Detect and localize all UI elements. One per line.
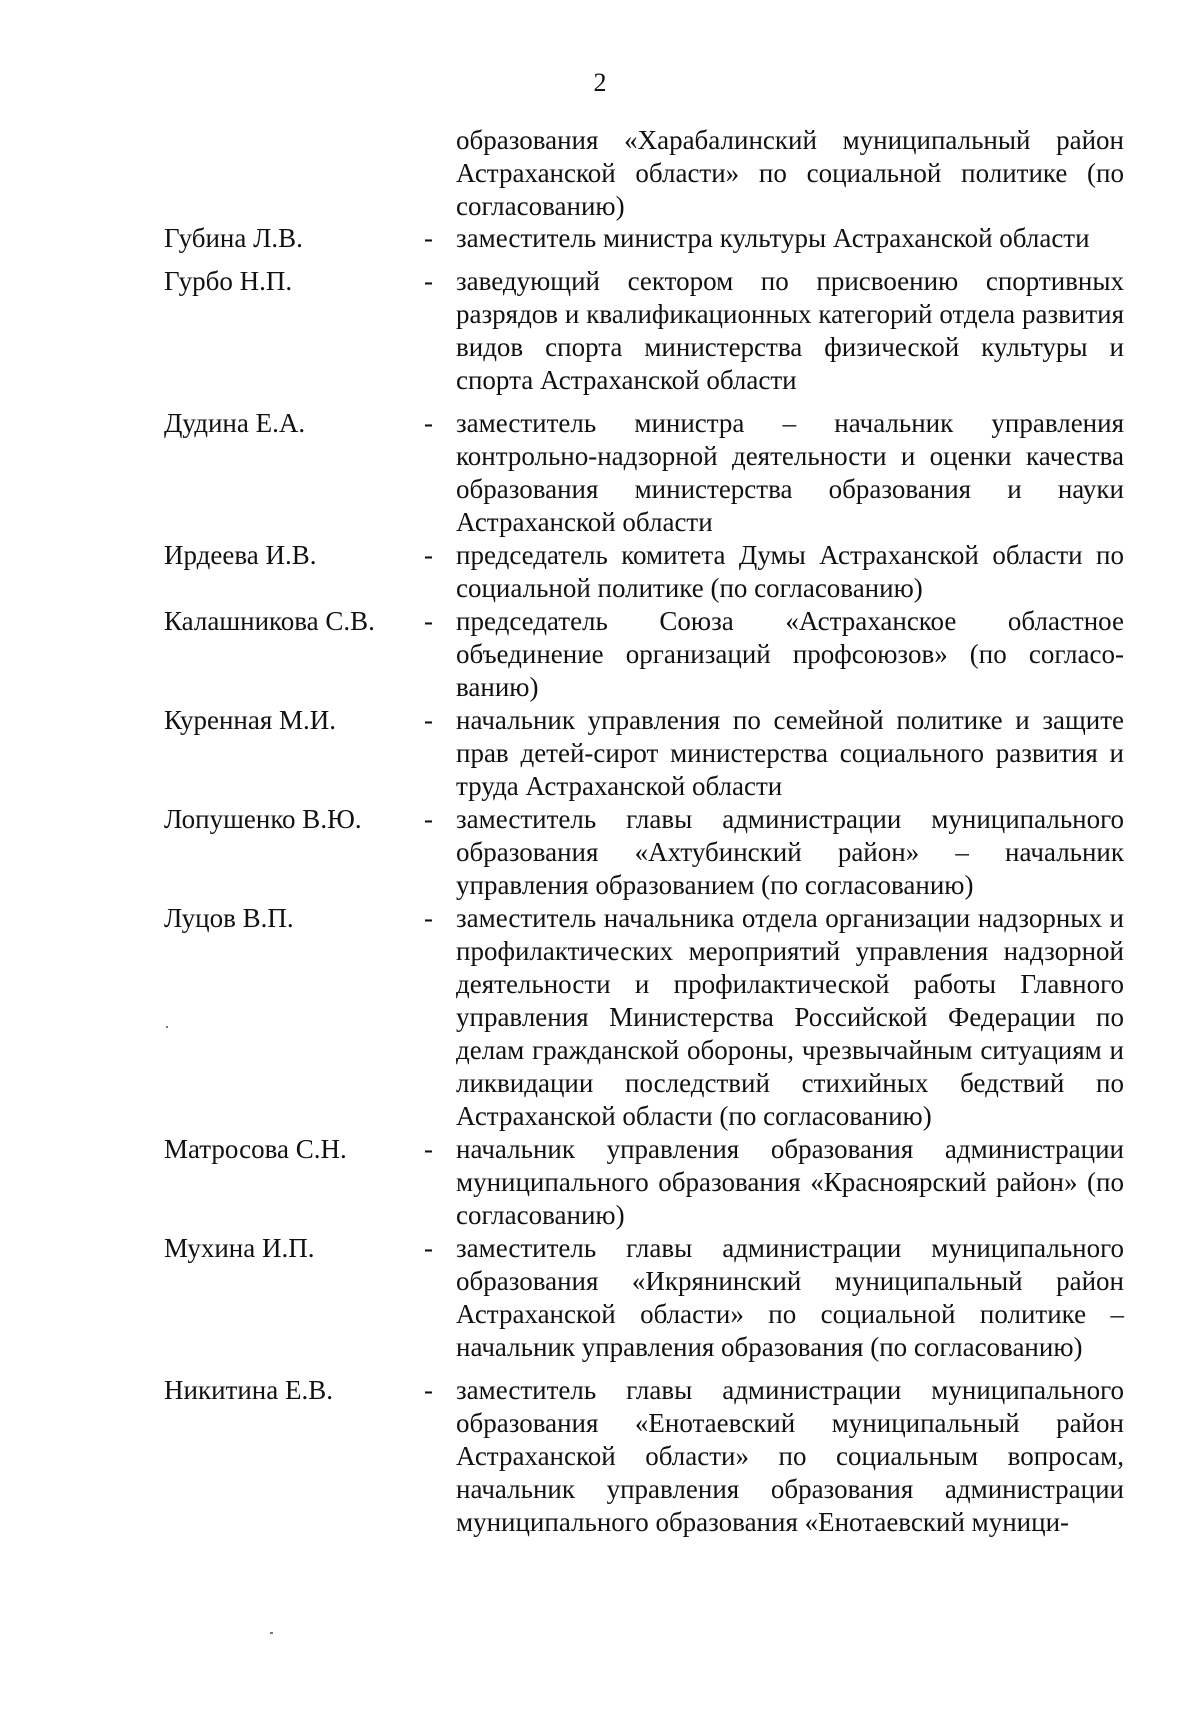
member-name: Гурбо Н.П. (164, 266, 293, 296)
member-name: Ирдеева И.В. (164, 540, 317, 570)
member-dash: - (424, 1134, 433, 1164)
member-entry (164, 265, 1124, 397)
member-entry (164, 407, 1124, 539)
member-dash: - (424, 408, 433, 438)
member-name: Никитина Е.В. (164, 1375, 333, 1405)
member-name: Матросова С.Н. (164, 1134, 347, 1164)
member-dash: - (424, 903, 433, 933)
member-position: начальник управления по семейной политике и защите прав детей-сирот министерства социального развития и труда Астраханской области (456, 705, 1124, 801)
member-dash: - (424, 705, 433, 735)
member-entry (164, 605, 1124, 704)
member-dash: - (424, 266, 433, 296)
member-dash: - (424, 1233, 433, 1263)
member-dash: - (424, 606, 433, 636)
member-entry (164, 704, 1124, 803)
member-position: заместитель главы администрации муниципального образования «Ахтубинский район» – начальник управления образованием (по согласованию) (456, 804, 1124, 900)
member-dash: - (424, 804, 433, 834)
member-name: Лопушенко В.Ю. (164, 804, 362, 834)
member-list (164, 222, 1124, 1539)
member-position: председатель комитета Думы Астраханской области по социальной политике (по согласованию) (456, 540, 1124, 603)
page-number: 2 (593, 68, 607, 97)
scan-speck (270, 1632, 273, 1634)
member-name: Дудина Е.А. (164, 408, 306, 438)
member-position: заместитель министра культуры Астраханской области (456, 223, 1090, 253)
member-name: Куренная М.И. (164, 705, 337, 735)
member-entry (164, 803, 1124, 902)
member-position: заместитель главы администрации муниципального образования «Икрянинский муниципальный район Астраханской области» по социальной политике – начальник управления образования (по согласованию) (456, 1233, 1124, 1362)
member-entry (164, 222, 1124, 255)
member-position: заместитель главы администрации муниципального образования «Енотаевский муниципальный район Астраханской области» по социальным вопросам, начальник управления образования администрации муниципального образования «Енотаевский муници- (456, 1375, 1124, 1537)
member-entry (164, 539, 1124, 605)
member-name: Губина Л.В. (164, 223, 303, 253)
member-position: заместитель министра – начальник управления контрольно-надзорной деятельности и оценки качества образования министерства образования и науки Астраханской области (456, 408, 1124, 537)
member-entry (164, 1232, 1124, 1364)
member-entry (164, 1133, 1124, 1232)
continuation-paragraph: образования «Харабалинский муниципальный район Астраханской области» по социальной политике (по согласованию) (456, 125, 1124, 221)
member-dash: - (424, 1375, 433, 1405)
scan-speck (166, 1026, 168, 1028)
member-name: Луцов В.П. (164, 903, 294, 933)
member-position: заведующий сектором по присвоению спортивных разрядов и квалификационных категорий отдела развития видов спорта министерства физической культуры и спорта Астраханской области (456, 266, 1124, 395)
member-name: Мухина И.П. (164, 1233, 315, 1263)
member-position: начальник управления образования администрации муниципального образования «Красноярский район» (по согласованию) (456, 1134, 1124, 1230)
member-entry (164, 902, 1124, 1133)
member-dash: - (424, 540, 433, 570)
member-position: заместитель начальника отдела организации надзорных и профилактических мероприятий управления надзорной деятельности и профилактической работы Главного управления Министерства Российской Федерации по делам гражданской обороны, чрезвычайным ситуациям и ликвидации последствий стихийных бедствий по Астраханской области (по согласованию) (456, 903, 1124, 1131)
member-name: Калашникова С.В. (164, 606, 375, 636)
member-position: председатель Союза «Астраханское областное объединение организаций профсоюзов» (по согласованию) (456, 606, 1124, 702)
member-dash: - (424, 223, 433, 253)
member-entry (164, 1374, 1124, 1539)
